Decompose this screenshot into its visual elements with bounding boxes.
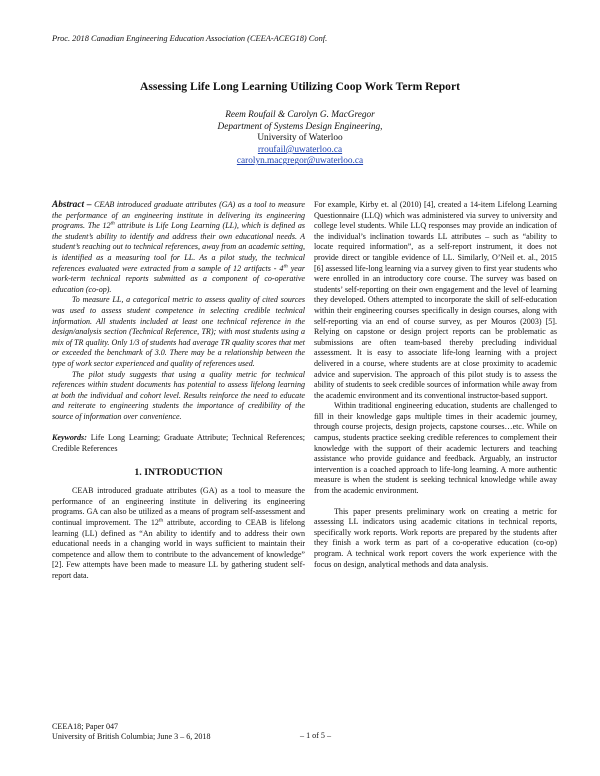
conference-header: Proc. 2018 Canadian Engineering Education Association (CEEA-ACEG18) Conf. [52, 34, 328, 43]
intro-text: CEAB introduced graduate attributes (GA) as a tool to measure the performance of an engineering institute in delivering its engineering programs. GA can also be utilized as a means of program self-assessment and continual improvement. The 12 [52, 486, 305, 528]
right-column [314, 200, 557, 570]
author-names: Reem Roufail & Carolyn G. MacGregor [225, 110, 375, 120]
section-heading-introduction: 1. INTRODUCTION [134, 466, 223, 478]
email-link-1[interactable]: rroufail@uwaterloo.ca [257, 144, 343, 155]
left-column [52, 200, 305, 582]
abstract-text: attribute is Life Long Learning (LL), which is defined as the student’s ability to identify and address their own educational needs. A student’s reaching out to technical references, away from an academic setting, is identified as a measuring tool for LL. As a pilot study, the technical references evaluated were extracted from a sample of 12 artifacts - 4 [52, 221, 305, 273]
keywords-label: Keywords: [52, 433, 87, 443]
abstract-paragraph-2: To measure LL, a categorical metric to assess quality of cited sources was used to assess student competence in selecting credible technical information. All students included at least one technical reference in the design/analysis section (Technical Reference, TR); with most students using a mix of TR quality. Only 1/3 of students had average TR quality scores that met or exceeded the benchmark of 3.0. There may be a relationship between the type of work sector experienced and quality of references used. [52, 295, 305, 368]
university: University of Waterloo [257, 133, 343, 144]
keywords [52, 433, 305, 454]
keywords-text: Life Long Learning; Graduate Attribute; Technical References; Credible References [52, 433, 305, 454]
footer-venue: University of British Columbia; June 3 – 6, 2018 [52, 731, 211, 741]
abstract-paragraph-1 [52, 200, 305, 295]
abstract-text: year work-term technical reports submitted as a component of co-operative education (co-op). [52, 263, 305, 294]
body-paragraph-1: For example, Kirby et. al (2010) [4], created a 14-item Lifelong Learning Questionnaire (LLQ) which was administered via survey to university and college level students. While LLQ responses may provide an indication of the individual’s inclination towards LL attributes – such as “ability to locate required information”, as a self-report instrument, it does not provide direct or tangible evidence of LL. Similarly, O’Neil et. al., 2015 [6] assessed life-long learning via a survey given to first year students who were enrolled in an introductory core course. The survey was based on students’ self-reporting on their own engagement and the level of learning they developed. Others attempted to incorporate the skill of self-education within their engineering courses specifically in design courses, along with self-reporting via an end of course survey, as per Mouros (2003) [5]. Relying on capstone or design project reports can be problematic as submissions are often team-based thereby precluding individual assessment. It is easy to associate life-long learning with a project delivered in a course, where students are at close proximity to academic advice and supervision. The approach of this pilot study is to assess the ability of students to seek credible sources of information while away from the academic environment and its conventional instructor-based support. [314, 200, 557, 400]
department: Department of Systems Design Engineering, [217, 121, 383, 132]
abstract-paragraph-3: The pilot study suggests that using a quality metric for technical references within student documents has potential to assess lifelong learning at both the individual and cohort level. Results reinforce the need to educate and reiterate to engineering students the importance of credibility of the source of information over convenience. [52, 369, 305, 421]
footer-paper-id: CEEA18; Paper 047 [52, 722, 119, 731]
intro-paragraph-1 [52, 486, 305, 581]
intro-text: attribute, according to CEAB is lifelong learning (LL) defined as “An ability to identify and to address their own educational needs in a changing world in ways sufficient to maintain their competence and allow them to contribute to the advancement of knowledge” [2]. Few attempts have been made to measure LL by gathering student self-report data. [52, 518, 306, 580]
superscript: th [283, 262, 288, 269]
author-block [140, 110, 460, 168]
superscript: th [158, 517, 164, 524]
page-number: – 1 of 5 – [300, 731, 332, 740]
abstract-text: CEAB introduced graduate attributes (GA) as a tool to measure the performance of an engineering institute in delivering its engineering programs. The 12 [52, 200, 305, 231]
superscript: th [110, 220, 115, 227]
body-paragraph-2: Within traditional engineering education, students are challenged to fill in their knowledge gaps multiple times in their academic journey, through course projects, design projects, capstone courses…etc. While on campus, students practice seeking credible references to complement their knowledge with the support of their academic lecturers and teaching assistance who provide guidance and feedback. Arguably, an instructor intervention is a coached approach to life-long learning. A more authentic measure is when the student is seeking technical knowledge while away from the academic environment. [314, 401, 557, 496]
abstract-label: Abstract – [52, 200, 92, 210]
body-paragraph-3: This paper presents preliminary work on creating a metric for assessing LL indicators using academic citations in technical reports, specifically work reports. Work reports are prepared by the students after they finish a work term as part of a co-operative education (co-op) program. A technical work report covers the work experience with the focus on design, analytical methods and data analysis. [314, 506, 557, 569]
paper-title: Assessing Life Long Learning Utilizing Coop Work Term Report [140, 80, 460, 93]
footer-info [52, 722, 211, 741]
email-link-2[interactable]: carolyn.macgregor@uwaterloo.ca [236, 156, 364, 167]
